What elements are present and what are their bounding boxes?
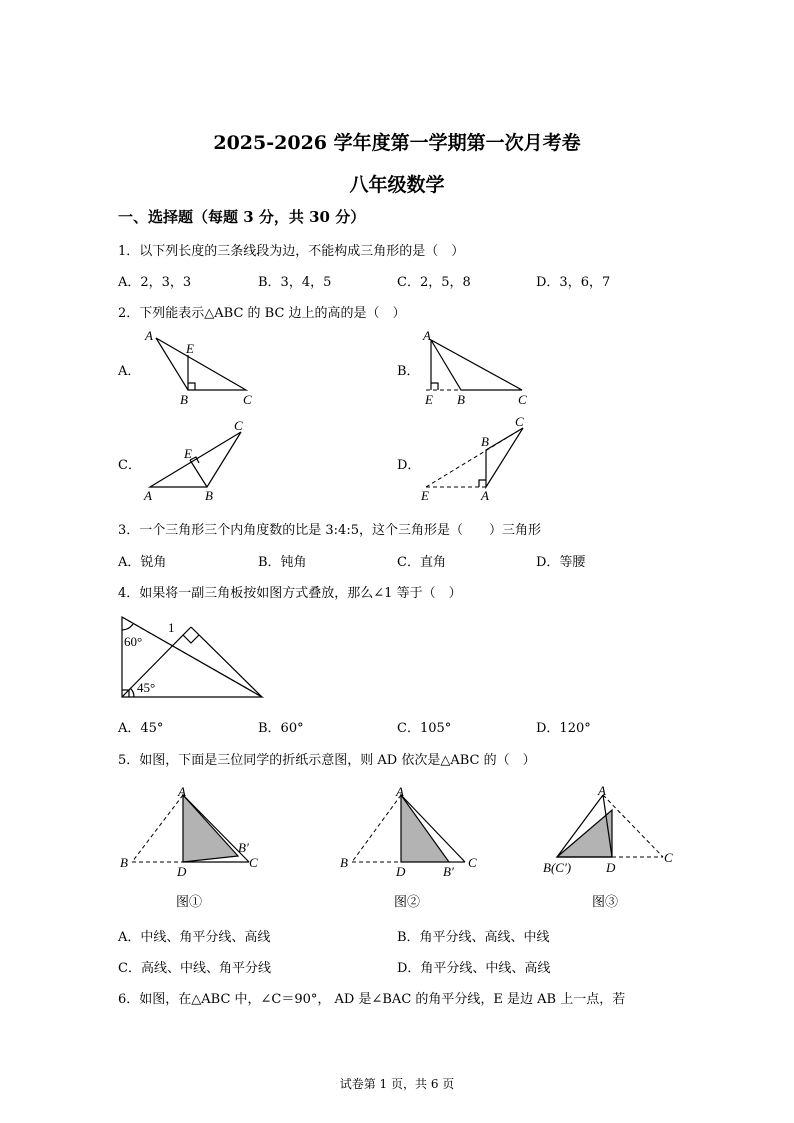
question-5-option-d: D．角平分线、中线、高线 <box>397 961 551 976</box>
label-angle-1: 1 <box>168 620 175 635</box>
question-4-option-d: D．120° <box>536 721 591 736</box>
label-e: E <box>186 341 194 356</box>
question-5-option-a: A．中线、角平分线、高线 <box>118 930 271 945</box>
label-a: A <box>178 784 186 799</box>
label-c: C <box>249 855 258 870</box>
label-a: A <box>598 783 606 798</box>
label-a: A <box>145 328 153 343</box>
question-5-option-c: C．高线、中线、角平分线 <box>118 961 271 976</box>
label-e: E <box>184 446 192 461</box>
question-4-option-a: A．45° <box>118 721 164 736</box>
question-1-option-b: B．3，4，5 <box>258 275 332 290</box>
label-e: E <box>421 488 429 503</box>
question-1-stem: 1．以下列长度的三条线段为边，不能构成三角形的是（ ） <box>118 244 465 259</box>
question-4-option-c: C．105° <box>397 721 452 736</box>
exam-subtitle: 八年级数学 <box>349 174 445 196</box>
question-5-option-b: B．角平分线、高线、中线 <box>397 930 550 945</box>
question-5-stem: 5．如图，下面是三位同学的折纸示意图，则 AD 依次是△ABC 的（ ） <box>118 753 536 768</box>
label-b-c-prime: B(C′) <box>543 860 572 875</box>
question-5-caption-1: 图① <box>176 895 203 910</box>
question-6-stem: 6．如图，在△ABC 中，∠C＝90°， AD 是∠BAC 的角平分线，E 是边 AB 上一点，若 <box>118 992 626 1007</box>
exam-title: 2025-2026 学年度第一学期第一次月考卷 <box>213 132 581 154</box>
label-c: C <box>468 855 477 870</box>
label-a: A <box>144 488 152 503</box>
section-heading: 一、选择题（每题 3 分，共 30 分） <box>118 208 366 226</box>
question-1-option-c: C．2，5，8 <box>397 275 471 290</box>
question-5-caption-3: 图③ <box>592 895 619 910</box>
question-3-option-d: D．等腰 <box>536 555 586 570</box>
question-2-option-b-label: B． <box>397 364 420 379</box>
label-d: D <box>177 864 187 879</box>
question-1-option-d: D．3，6，7 <box>536 275 611 290</box>
label-a: A <box>481 488 489 503</box>
label-b: B <box>340 855 348 870</box>
question-3-option-a: A．锐角 <box>118 555 167 570</box>
label-b-prime: B′ <box>443 864 454 879</box>
question-5-caption-2: 图② <box>394 895 421 910</box>
label-a: A <box>423 328 431 343</box>
label-e: E <box>425 392 433 407</box>
label-c: C <box>518 392 527 407</box>
question-1-option-a: A．2，3，3 <box>118 275 192 290</box>
label-c: C <box>243 392 252 407</box>
question-2-option-c-label: C． <box>118 458 141 473</box>
label-c: C <box>234 418 243 433</box>
question-2-option-d-label: D． <box>397 458 421 473</box>
label-b: B <box>180 392 188 407</box>
question-4-stem: 4．如果将一副三角板按如图方式叠放，那么∠1 等于（ ） <box>118 586 462 601</box>
label-a: A <box>396 784 404 799</box>
question-2-option-a-label: A． <box>118 364 141 379</box>
label-b: B <box>457 392 465 407</box>
label-c: C <box>515 414 524 429</box>
label-d: D <box>606 860 616 875</box>
label-60: 60° <box>124 634 143 649</box>
question-3-stem: 3．一个三角形三个内角度数的比是 3:4:5，这个三角形是（ ）三角形 <box>118 523 541 538</box>
label-45: 45° <box>137 680 156 695</box>
label-b: B <box>205 488 213 503</box>
question-3-option-c: C．直角 <box>397 555 446 570</box>
question-3-option-b: B．钝角 <box>258 555 307 570</box>
question-4-option-b: B．60° <box>258 721 304 736</box>
label-b: B <box>481 434 489 449</box>
label-b-prime: B′ <box>238 840 249 855</box>
label-b: B <box>120 855 128 870</box>
question-2-stem: 2．下列能表示△ABC 的 BC 边上的高的是（ ） <box>118 306 406 321</box>
label-c: C <box>664 850 673 865</box>
page-footer: 试卷第 1 页，共 6 页 <box>339 1077 455 1091</box>
label-d: D <box>396 864 406 879</box>
